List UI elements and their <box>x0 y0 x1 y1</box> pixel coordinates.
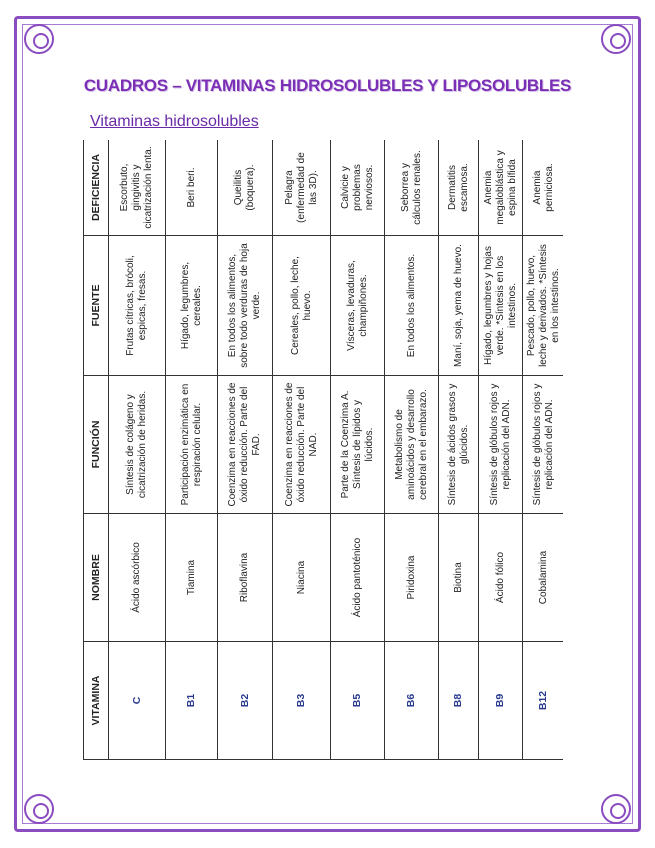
cell-vitamina: B3 <box>273 642 331 760</box>
cell-funcion: Metabolismo de aminoácidos y desarrollo cerebral en el embarazo. <box>385 376 439 514</box>
table-row <box>273 140 331 760</box>
cell-vitamina: C <box>109 642 166 760</box>
cell-funcion: Participación enzimática en respiración celular. <box>166 376 218 514</box>
table-row <box>523 140 564 760</box>
table-row <box>331 140 385 760</box>
header-fuente: FUENTE <box>84 236 109 376</box>
table-row <box>439 140 479 760</box>
header-vitamina: VITAMINA <box>84 642 109 760</box>
cell-nombre: Biotina <box>439 514 479 642</box>
cell-nombre: Piridoxina <box>385 514 439 642</box>
cell-funcion: Coenzima en reacciones de óxido reducción. Parte del FAD. <box>218 376 273 514</box>
cell-funcion: Síntesis de glóbulos rojos y replicación del ADN. <box>479 376 523 514</box>
cell-nombre: Ácido ascórbico <box>109 514 166 642</box>
cell-funcion: Síntesis de colágeno y cicatrización de heridas. <box>109 376 166 514</box>
cell-vitamina: B6 <box>385 642 439 760</box>
cell-funcion: Parte de la Coenzima A. Síntesis de lípidos y lúcidos. <box>331 376 385 514</box>
cell-vitamina: B5 <box>331 642 385 760</box>
cell-vitamina: B1 <box>166 642 218 760</box>
corner-ornament-bottom-right <box>601 794 631 824</box>
header-nombre: NOMBRE <box>84 514 109 642</box>
table-row <box>109 140 166 760</box>
cell-fuente: En todos los alimentos, sobre todo verduras de hoja verde. <box>218 236 273 376</box>
cell-deficiencia: Pelagra (enfermedad de las 3D). <box>273 140 331 236</box>
cell-fuente: Maní, soja, yema de huevo. <box>439 236 479 376</box>
cell-deficiencia: Seborrea y cálculos renales. <box>385 140 439 236</box>
corner-ornament-bottom-left <box>24 794 54 824</box>
cell-nombre: Ácido fólico <box>479 514 523 642</box>
vitamin-table <box>83 140 563 760</box>
cell-fuente: Hígado, legumbres, cereales. <box>166 236 218 376</box>
cell-deficiencia: Dermatitis escamosa. <box>439 140 479 236</box>
header-deficiencia: DEFICIENCIA <box>84 140 109 236</box>
cell-nombre: Ácido pantoténico <box>331 514 385 642</box>
table-row <box>218 140 273 760</box>
cell-fuente: Hígado, legumbres y hojas verde. *Síntesis en los intestinos. <box>479 236 523 376</box>
vitamin-table-container <box>83 140 563 760</box>
cell-vitamina: B12 <box>523 642 564 760</box>
table-header-row <box>84 140 109 760</box>
corner-ornament-top-right <box>601 24 631 54</box>
cell-vitamina: B2 <box>218 642 273 760</box>
cell-deficiencia: Anemia megaloblástica y espina bífida <box>479 140 523 236</box>
table-row <box>479 140 523 760</box>
cell-nombre: Tiamina <box>166 514 218 642</box>
header-funcion: FUNCIÓN <box>84 376 109 514</box>
section-subtitle: Vitaminas hidrosolubles <box>90 113 259 130</box>
cell-nombre: Niacina <box>273 514 331 642</box>
cell-deficiencia: Calvicie y problemas nerviosos. <box>331 140 385 236</box>
cell-vitamina: B9 <box>479 642 523 760</box>
cell-fuente: En todos los alimentos. <box>385 236 439 376</box>
cell-deficiencia: Anemia perniciosa. <box>523 140 564 236</box>
cell-deficiencia: Queilitis (boquera). <box>218 140 273 236</box>
cell-nombre: Riboflavina <box>218 514 273 642</box>
corner-ornament-top-left <box>24 24 54 54</box>
cell-funcion: Coenzima en reacciones de óxido reducción. Parte del NAD. <box>273 376 331 514</box>
cell-deficiencia: Escorbuto, gingivitis y cicatrización lenta. <box>109 140 166 236</box>
cell-vitamina: B8 <box>439 642 479 760</box>
cell-fuente: Pescado, pollo, huevo, leche y derivados. *Síntesis en los intestinos. <box>523 236 564 376</box>
cell-nombre: Cobalamina <box>523 514 564 642</box>
cell-fuente: Cereales, pollo, leche, huevo. <box>273 236 331 376</box>
cell-funcion: Síntesis de glóbulos rojos y replicación del ADN. <box>523 376 564 514</box>
cell-deficiencia: Beri beri. <box>166 140 218 236</box>
table-row <box>385 140 439 760</box>
table-row <box>166 140 218 760</box>
cell-fuente: Vísceras, levaduras, champiñones. <box>331 236 385 376</box>
cell-funcion: Síntesis de ácidos grasos y glúcidos. <box>439 376 479 514</box>
cell-fuente: Frutas cítricas, brócoli, espicas, fresas. <box>109 236 166 376</box>
document-title: CUADROS – VITAMINAS HIDROSOLUBLES Y LIPOSOLUBLES <box>83 76 572 95</box>
